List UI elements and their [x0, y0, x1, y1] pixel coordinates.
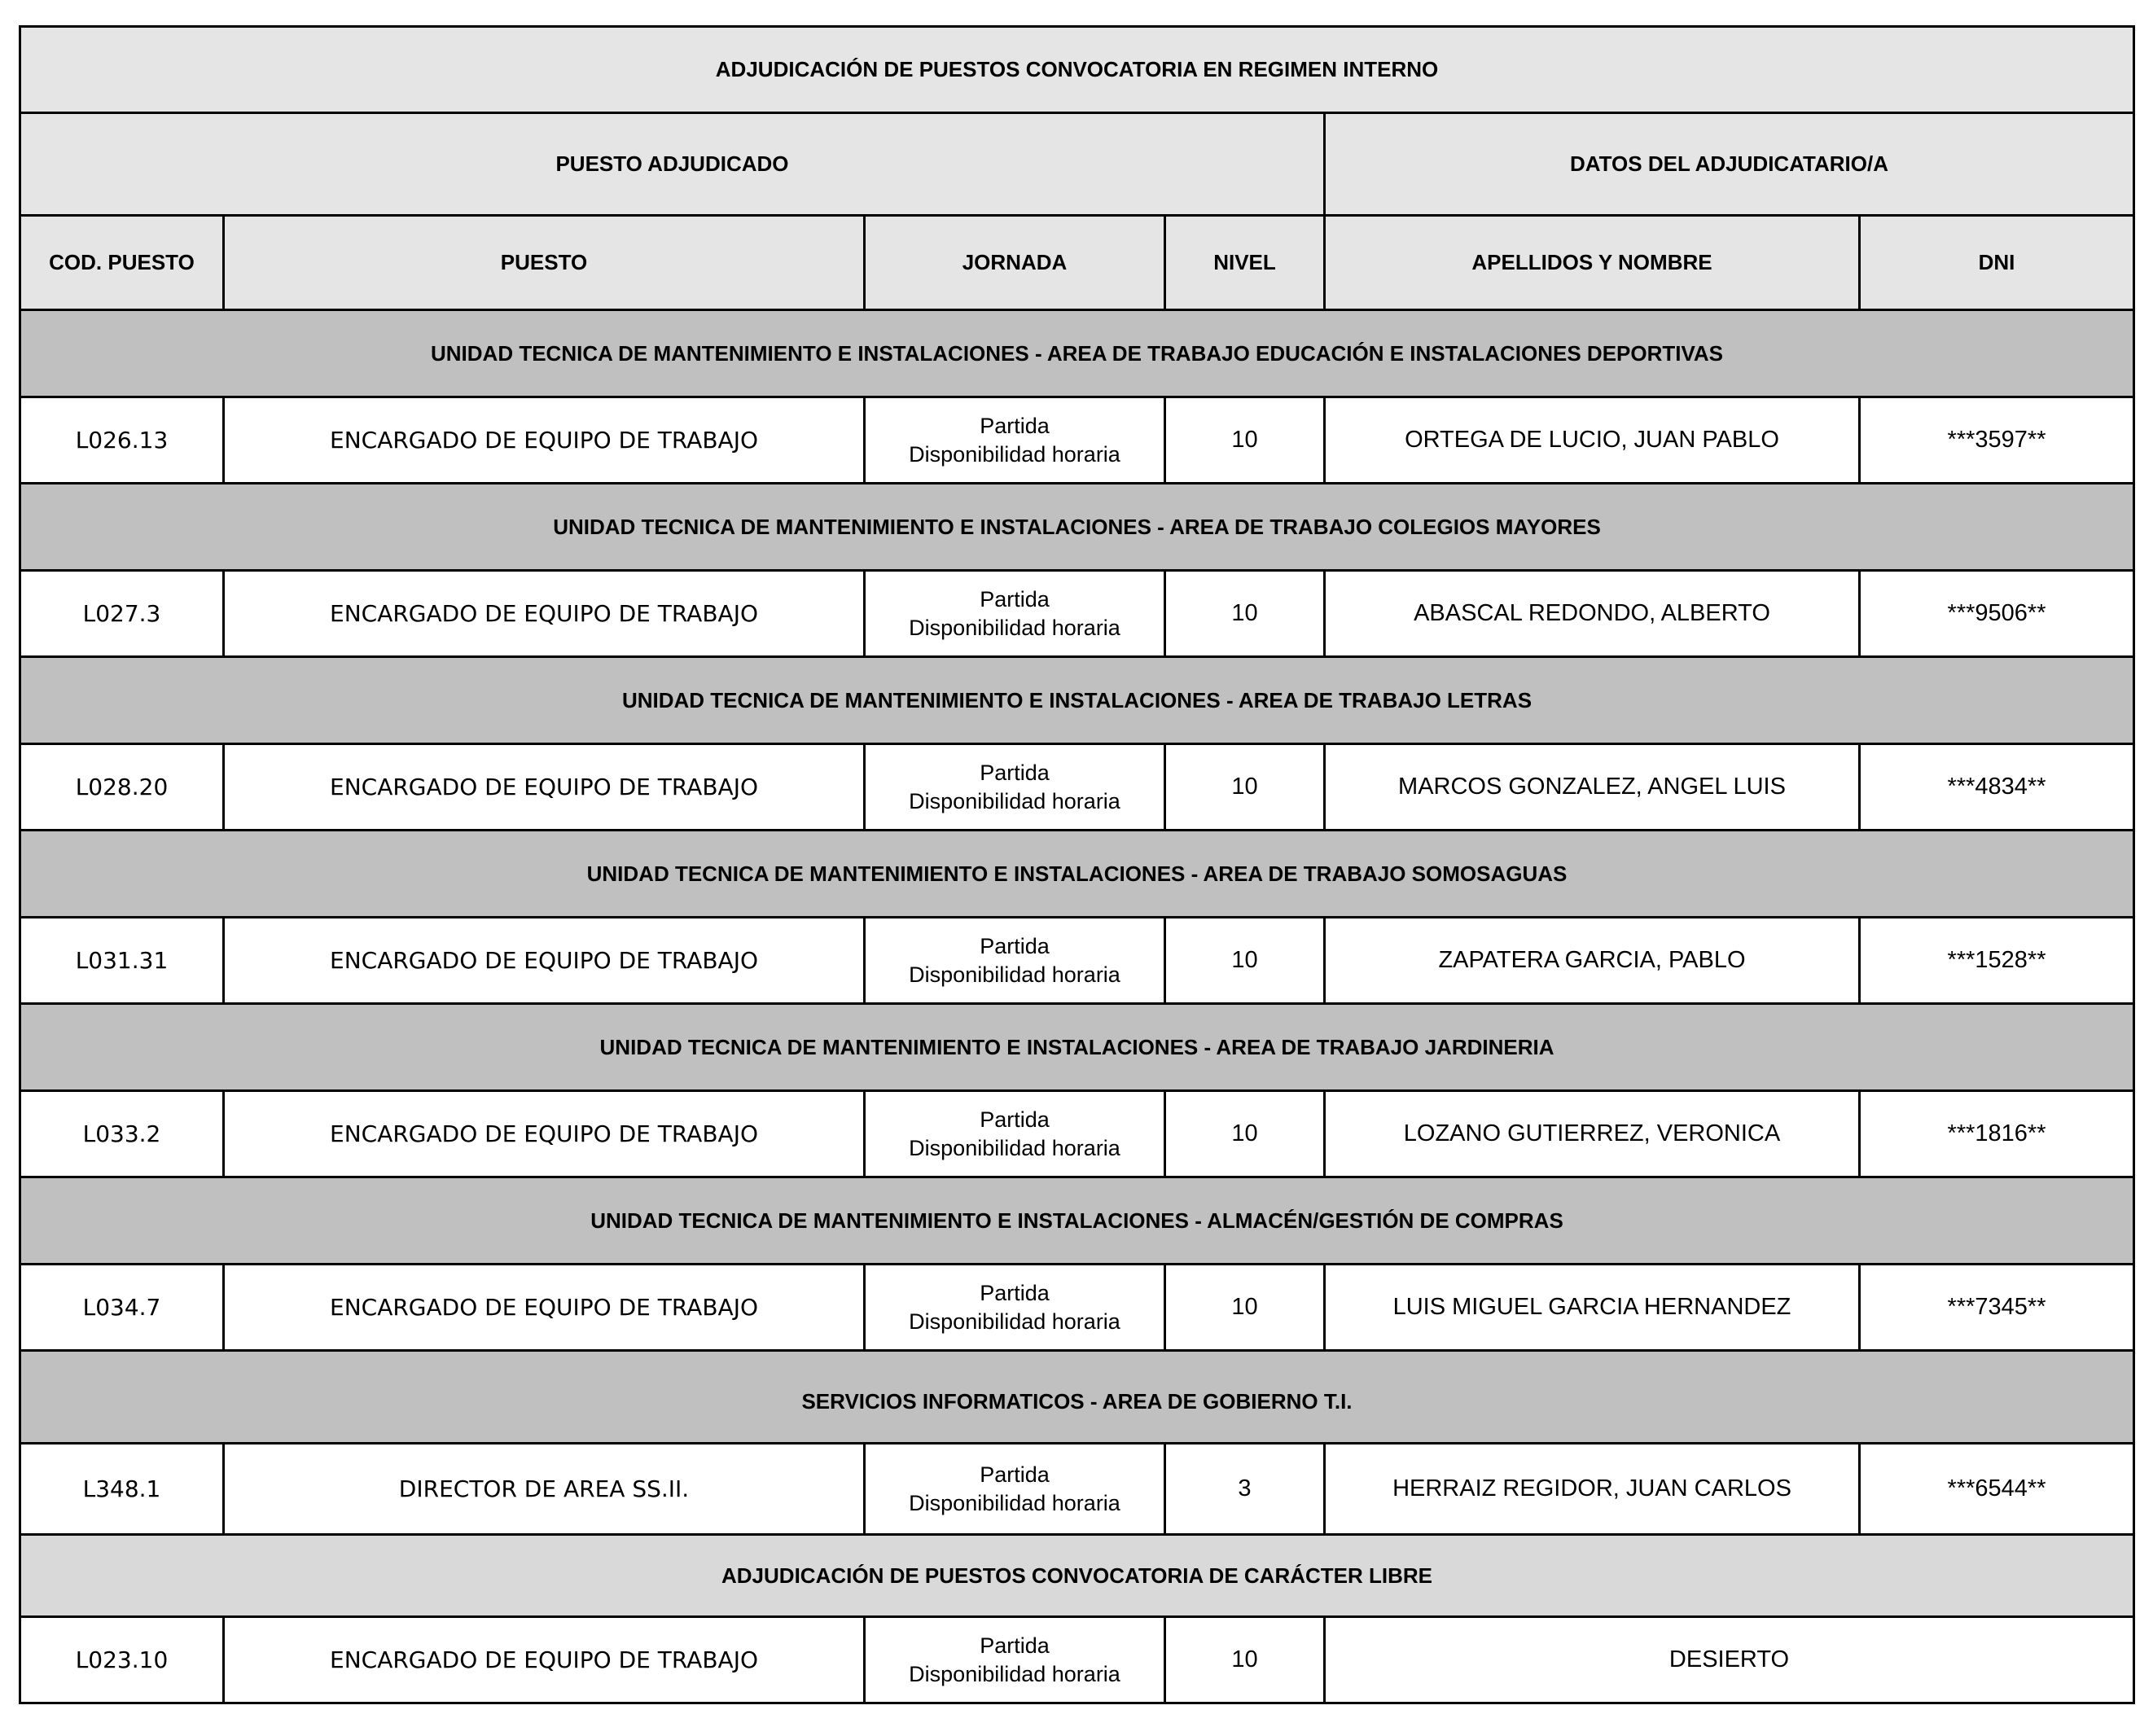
table-row	[20, 918, 2134, 1004]
header-dni: DNI	[1860, 216, 2134, 310]
jornada-line-1: Partida	[980, 1107, 1050, 1132]
cell-puesto: ENCARGADO DE EQUIPO DE TRABAJO	[224, 397, 865, 484]
section-row	[20, 1004, 2134, 1091]
section-row	[20, 1177, 2134, 1265]
jornada-line-2: Disponibilidad horaria	[909, 1135, 1120, 1160]
cell-dni: ***1816**	[1860, 1091, 2134, 1177]
cell-nivel: 10	[1165, 1091, 1325, 1177]
section-title: SERVICIOS INFORMATICOS - AREA DE GOBIERNO T.I.	[20, 1351, 2134, 1444]
cell-nivel: 10	[1165, 918, 1325, 1004]
jornada-line-1: Partida	[980, 1633, 1050, 1658]
cell-cod: L027.3	[20, 571, 224, 657]
header-jornada: JORNADA	[865, 216, 1165, 310]
section-title: UNIDAD TECNICA DE MANTENIMIENTO E INSTALACIONES - AREA DE TRABAJO EDUCACIÓN E INSTALACIONES DEPORTIVAS	[20, 310, 2134, 397]
jornada-line-1: Partida	[980, 760, 1050, 785]
section-title-libre: ADJUDICACIÓN DE PUESTOS CONVOCATORIA DE CARÁCTER LIBRE	[20, 1535, 2134, 1617]
cell-puesto: ENCARGADO DE EQUIPO DE TRABAJO	[224, 744, 865, 831]
cell-jornada	[865, 744, 1165, 831]
cell-jornada	[865, 1617, 1165, 1703]
header-nombre: APELLIDOS Y NOMBRE	[1325, 216, 1860, 310]
jornada-line-1: Partida	[980, 1280, 1050, 1305]
cell-dni: ***1528**	[1860, 918, 2134, 1004]
cell-jornada	[865, 1444, 1165, 1535]
section-row	[20, 310, 2134, 397]
cell-resultado: DESIERTO	[1325, 1617, 2134, 1703]
table-row	[20, 571, 2134, 657]
cell-cod: L026.13	[20, 397, 224, 484]
cell-jornada	[865, 1265, 1165, 1351]
jornada-line-1: Partida	[980, 1462, 1050, 1487]
cell-nombre: ZAPATERA GARCIA, PABLO	[1325, 918, 1860, 1004]
cell-cod: L348.1	[20, 1444, 224, 1535]
section-row	[20, 657, 2134, 744]
adjudication-table	[19, 25, 2135, 1704]
cell-cod: L034.7	[20, 1265, 224, 1351]
jornada-line-2: Disponibilidad horaria	[909, 1661, 1120, 1686]
cell-jornada	[865, 397, 1165, 484]
cell-nivel: 10	[1165, 571, 1325, 657]
table-row	[20, 744, 2134, 831]
section-row	[20, 831, 2134, 918]
cell-nivel: 3	[1165, 1444, 1325, 1535]
cell-jornada	[865, 571, 1165, 657]
group-header-row	[20, 113, 2134, 216]
cell-puesto: ENCARGADO DE EQUIPO DE TRABAJO	[224, 1617, 865, 1703]
section-title: UNIDAD TECNICA DE MANTENIMIENTO E INSTALACIONES - ALMACÉN/GESTIÓN DE COMPRAS	[20, 1177, 2134, 1265]
jornada-line-2: Disponibilidad horaria	[909, 441, 1120, 467]
jornada-line-2: Disponibilidad horaria	[909, 962, 1120, 987]
group-header-puesto: PUESTO ADJUDICADO	[20, 113, 1325, 216]
section-title: UNIDAD TECNICA DE MANTENIMIENTO E INSTALACIONES - AREA DE TRABAJO LETRAS	[20, 657, 2134, 744]
cell-cod: L028.20	[20, 744, 224, 831]
section-row	[20, 1351, 2134, 1444]
cell-dni: ***6544**	[1860, 1444, 2134, 1535]
cell-dni: ***3597**	[1860, 397, 2134, 484]
cell-puesto: ENCARGADO DE EQUIPO DE TRABAJO	[224, 571, 865, 657]
cell-nivel: 10	[1165, 1617, 1325, 1703]
title-row	[20, 27, 2134, 113]
table-title: ADJUDICACIÓN DE PUESTOS CONVOCATORIA EN REGIMEN INTERNO	[20, 27, 2134, 113]
cell-puesto: ENCARGADO DE EQUIPO DE TRABAJO	[224, 1265, 865, 1351]
jornada-line-2: Disponibilidad horaria	[909, 1490, 1120, 1515]
cell-nombre: HERRAIZ REGIDOR, JUAN CARLOS	[1325, 1444, 1860, 1535]
cell-puesto: DIRECTOR DE AREA SS.II.	[224, 1444, 865, 1535]
cell-puesto: ENCARGADO DE EQUIPO DE TRABAJO	[224, 918, 865, 1004]
header-nivel: NIVEL	[1165, 216, 1325, 310]
cell-jornada	[865, 1091, 1165, 1177]
jornada-line-1: Partida	[980, 933, 1050, 958]
column-header-row	[20, 216, 2134, 310]
table-row	[20, 1091, 2134, 1177]
cell-cod: L023.10	[20, 1617, 224, 1703]
section-row-libre	[20, 1535, 2134, 1617]
header-cod: COD. PUESTO	[20, 216, 224, 310]
cell-cod: L031.31	[20, 918, 224, 1004]
cell-nivel: 10	[1165, 744, 1325, 831]
table-row	[20, 1265, 2134, 1351]
jornada-line-2: Disponibilidad horaria	[909, 1309, 1120, 1334]
cell-nivel: 10	[1165, 397, 1325, 484]
cell-nombre: LOZANO GUTIERREZ, VERONICA	[1325, 1091, 1860, 1177]
cell-cod: L033.2	[20, 1091, 224, 1177]
header-puesto: PUESTO	[224, 216, 865, 310]
cell-nombre: LUIS MIGUEL GARCIA HERNANDEZ	[1325, 1265, 1860, 1351]
cell-puesto: ENCARGADO DE EQUIPO DE TRABAJO	[224, 1091, 865, 1177]
jornada-line-2: Disponibilidad horaria	[909, 615, 1120, 640]
cell-nivel: 10	[1165, 1265, 1325, 1351]
section-title: UNIDAD TECNICA DE MANTENIMIENTO E INSTALACIONES - AREA DE TRABAJO COLEGIOS MAYORES	[20, 484, 2134, 571]
jornada-line-2: Disponibilidad horaria	[909, 788, 1120, 813]
section-row	[20, 484, 2134, 571]
table-row	[20, 1444, 2134, 1535]
cell-nombre: ABASCAL REDONDO, ALBERTO	[1325, 571, 1860, 657]
table-row	[20, 397, 2134, 484]
jornada-line-1: Partida	[980, 586, 1050, 612]
cell-nombre: ORTEGA DE LUCIO, JUAN PABLO	[1325, 397, 1860, 484]
group-header-adjudicatario: DATOS DEL ADJUDICATARIO/A	[1325, 113, 2134, 216]
cell-dni: ***9506**	[1860, 571, 2134, 657]
cell-dni: ***7345**	[1860, 1265, 2134, 1351]
table-row	[20, 1617, 2134, 1703]
cell-nombre: MARCOS GONZALEZ, ANGEL LUIS	[1325, 744, 1860, 831]
cell-jornada	[865, 918, 1165, 1004]
section-title: UNIDAD TECNICA DE MANTENIMIENTO E INSTALACIONES - AREA DE TRABAJO JARDINERIA	[20, 1004, 2134, 1091]
section-title: UNIDAD TECNICA DE MANTENIMIENTO E INSTALACIONES - AREA DE TRABAJO SOMOSAGUAS	[20, 831, 2134, 918]
jornada-line-1: Partida	[980, 413, 1050, 438]
cell-dni: ***4834**	[1860, 744, 2134, 831]
